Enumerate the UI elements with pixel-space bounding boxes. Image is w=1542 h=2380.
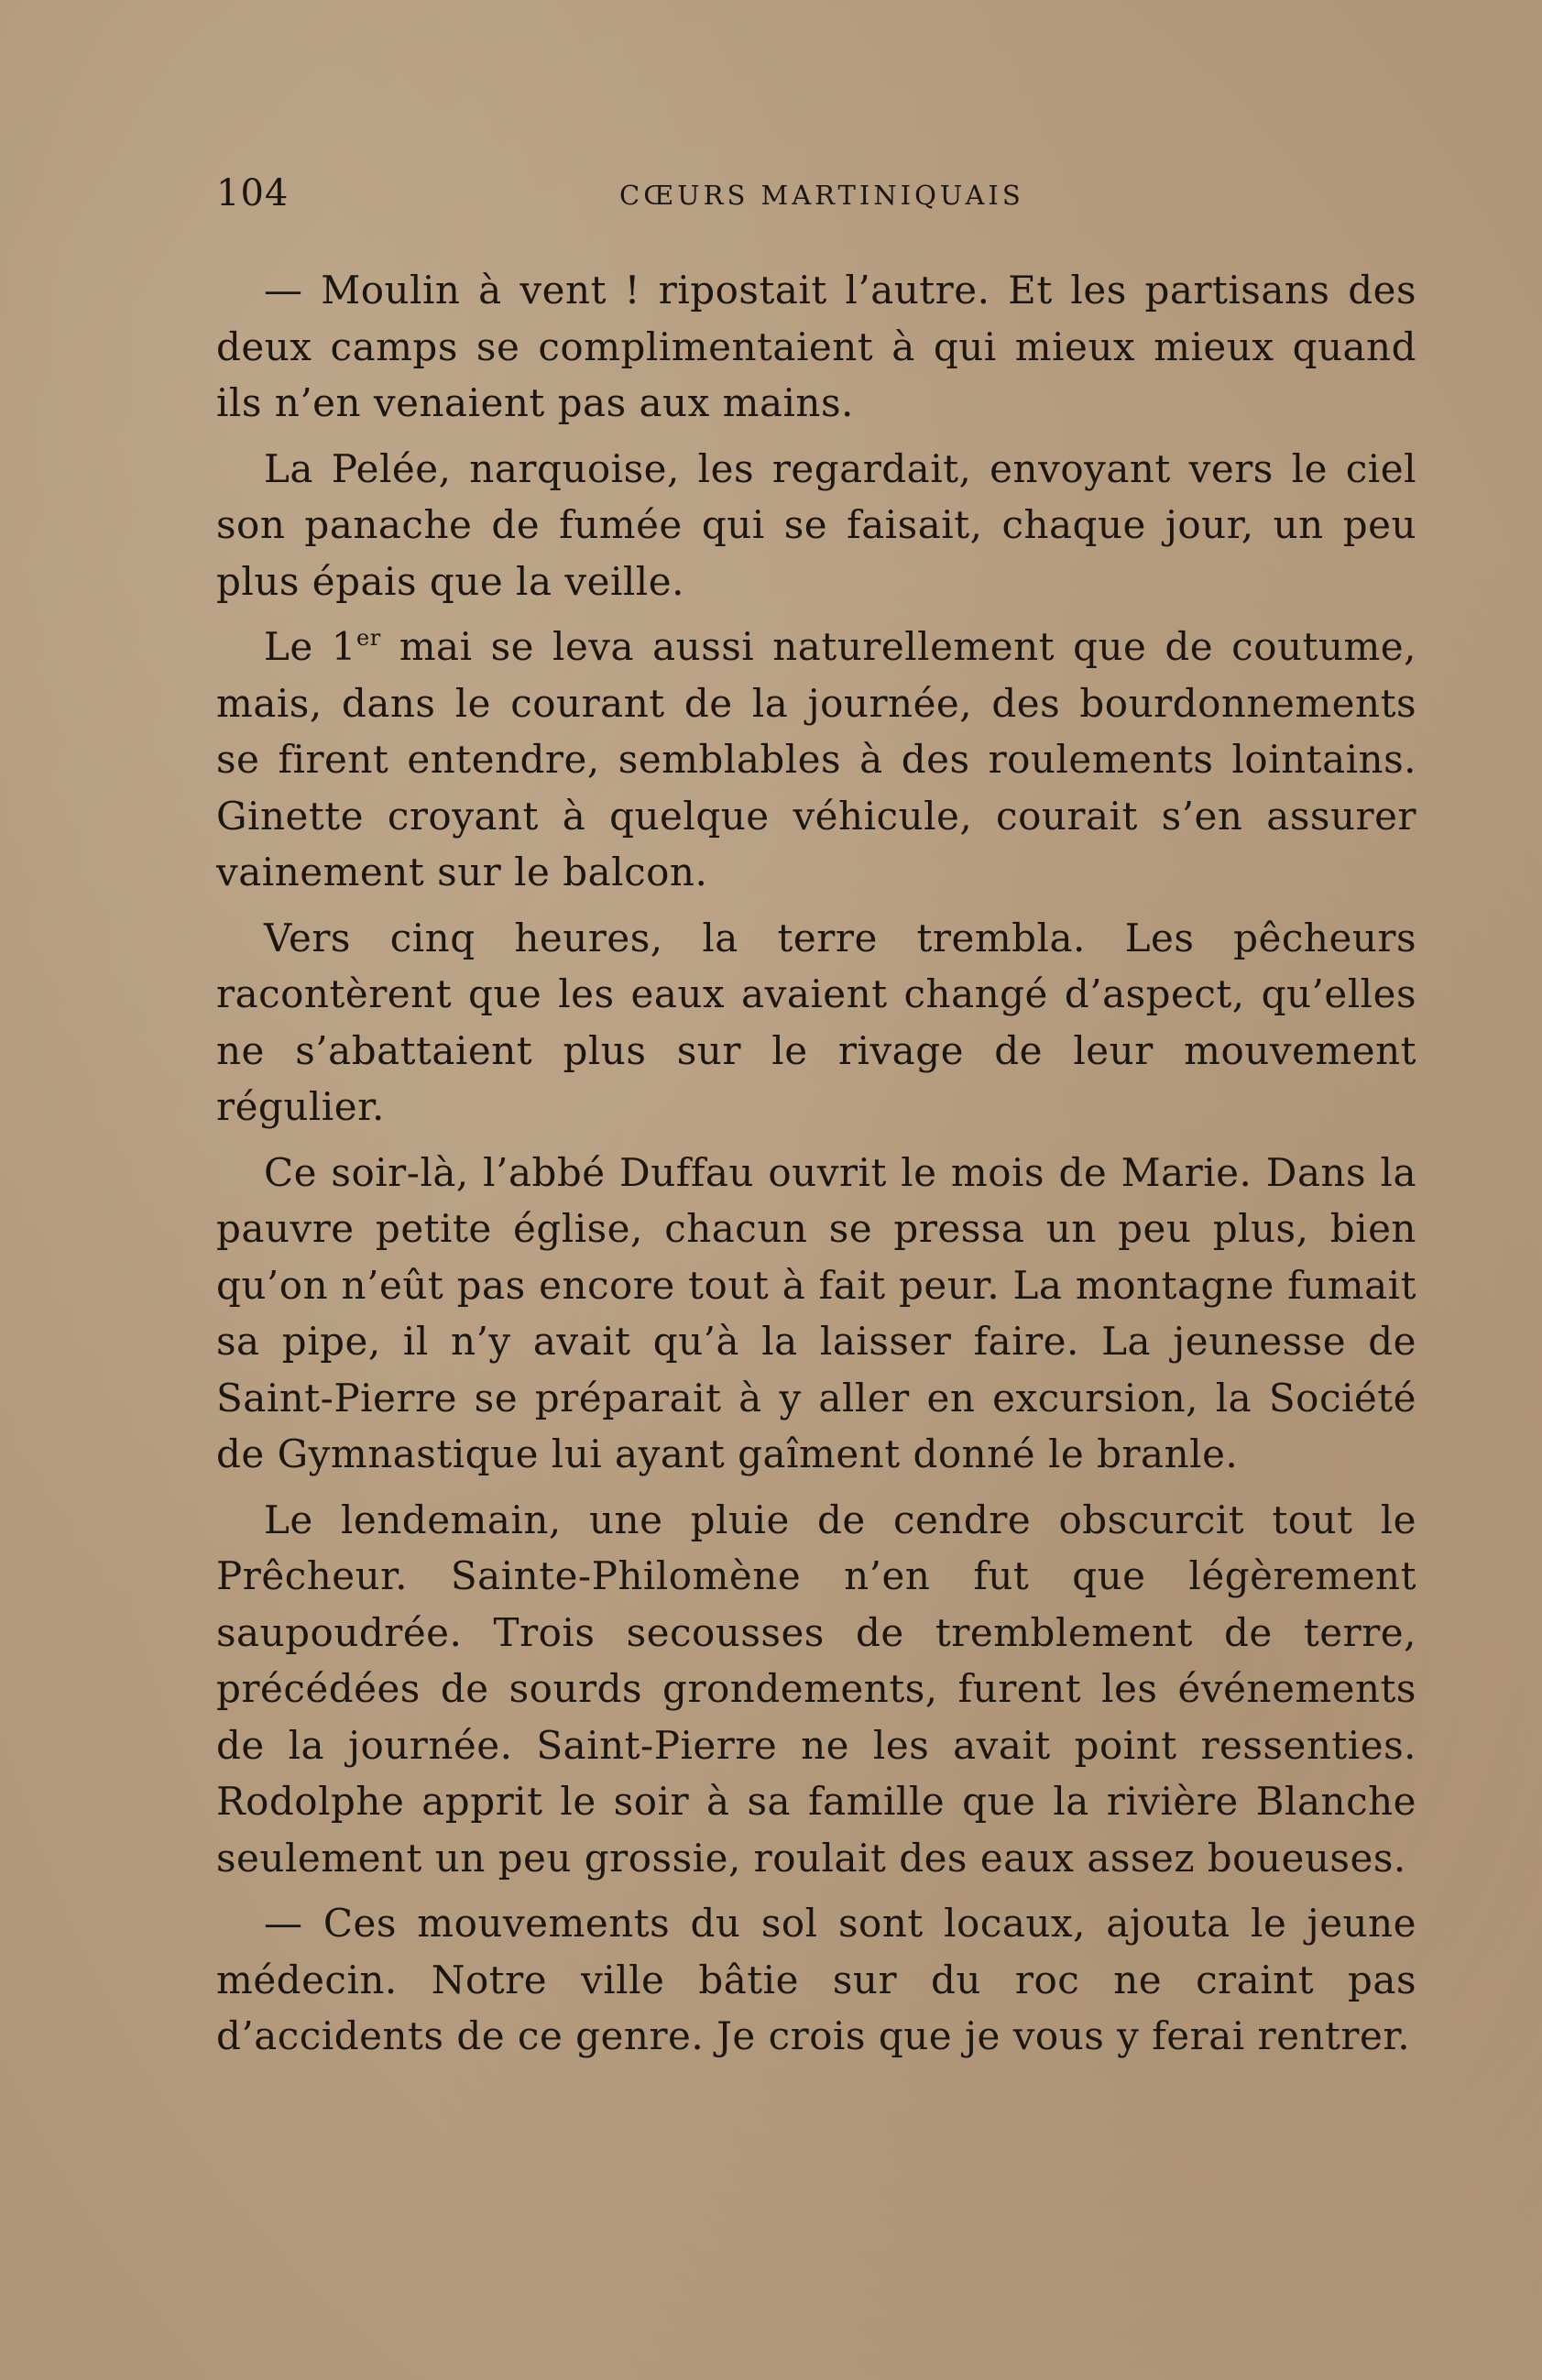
- ordinal-superscript: er: [356, 625, 381, 651]
- paragraph-4: Vers cinq heures, la terre trembla. Les pêcheurs racontèrent que les eaux avaient changé d’aspect, qu’elles ne s’abattaient plus sur le rivage de leur mouvement régulier.: [216, 915, 1416, 1129]
- paragraph-3-rest: mai se leva aussi naturellement que de coutume, mais, dans le courant de la journée, des bourdonnements se firent entendre, semblables à des roulements lointains. Ginette croyant à quelque véhicule, courait s’en assurer vainement sur le balcon.: [216, 624, 1416, 894]
- paragraph-1: — Moulin à vent ! ripostait l’autre. Et les partisans des deux camps se complimentaient à qui mieux mieux quand ils n’en venaient pas aux mains.: [216, 268, 1416, 425]
- paragraph-5: Ce soir-là, l’abbé Duffau ouvrit le mois de Marie. Dans la pauvre petite église, chacun se pressa un peu plus, bien qu’on n’eût pas encore tout à fait peur. La montagne fumait sa pipe, il n’y avait qu’à la laisser faire. La jeunesse de Saint-Pierre se préparait à y aller en excursion, la Société de Gymnastique lui ayant gaîment donné le branle.: [216, 1149, 1416, 1476]
- page-number: 104: [216, 172, 290, 214]
- paragraph-7: — Ces mouvements du sol sont locaux, ajouta le jeune médecin. Notre ville bâtie sur du roc ne craint pas d’accidents de ce genre. Je crois que je vous y ferai rentrer.: [216, 1901, 1416, 2058]
- body-text: [216, 262, 1416, 2065]
- running-head: [216, 172, 1416, 227]
- paragraph-2: La Pelée, narquoise, les regardait, envoyant vers le ciel son panache de fumée qui se faisait, chaque jour, un peu plus épais que la veille.: [216, 445, 1416, 604]
- paragraph-3: [216, 619, 1416, 901]
- running-title: CŒURS MARTINIQUAIS: [619, 180, 1024, 211]
- paragraph-6: Le lendemain, une pluie de cendre obscurcit tout le Prêcheur. Sainte-Philomène n’en fut que légèrement saupoudrée. Trois secousses de tremblement de terre, précédées de sourds grondements, furent les événements de la journée. Saint-Pierre ne les avait point ressenties. Rodolphe apprit le soir à sa famille que la rivière Blanche seulement un peu grossie, roulait des eaux assez boueuses.: [216, 1497, 1416, 1881]
- paragraph-3-start: Le 1: [264, 624, 357, 669]
